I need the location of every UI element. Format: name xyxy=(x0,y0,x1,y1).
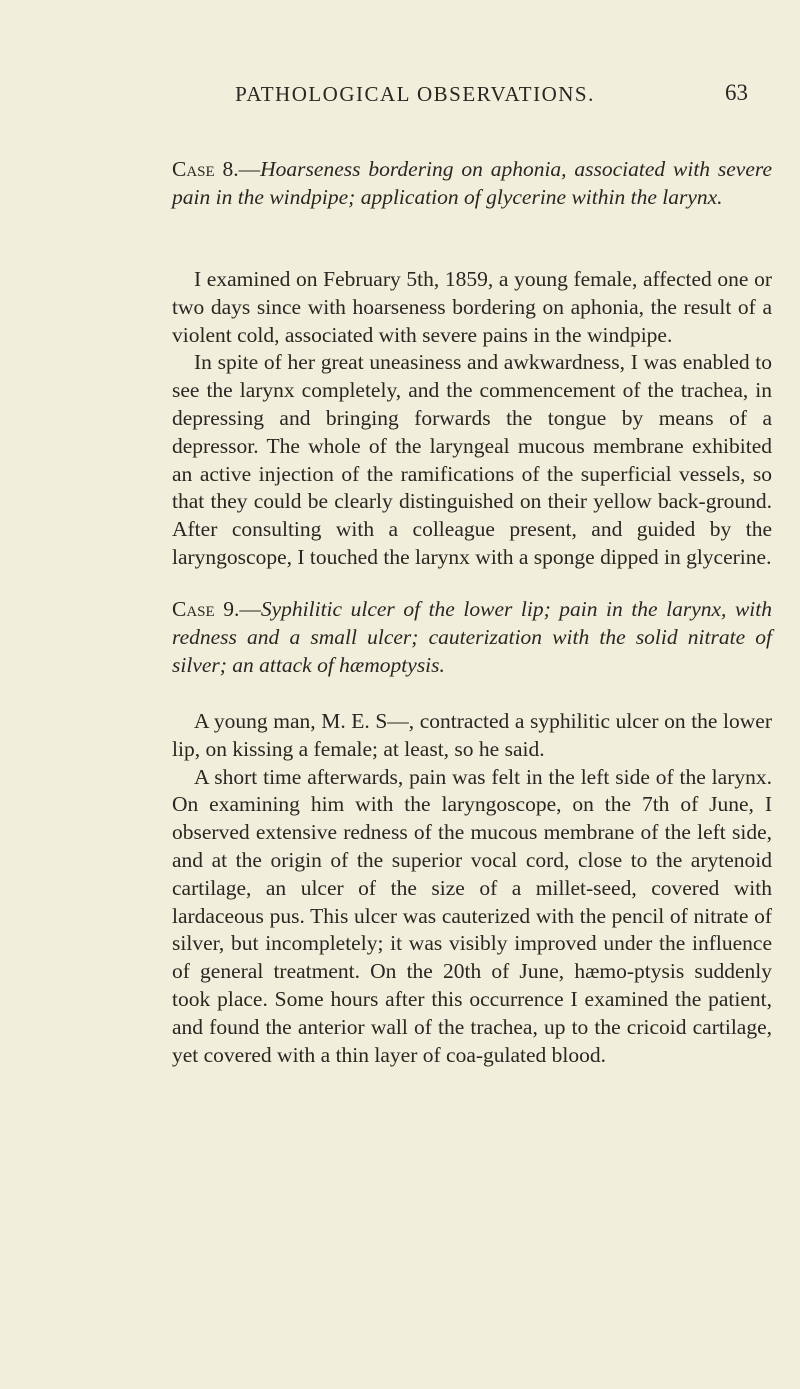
case-9-paragraph-1: A young man, M. E. S—, contracted a syphilitic ulcer on the lower lip, on kissing a female; at least, so he said. xyxy=(172,709,772,761)
case-8-number: 8. xyxy=(222,157,239,181)
case-8-paragraph-1: I examined on February 5th, 1859, a young female, affected one or two days since with hoarseness bordering on aphonia, the result of a violent cold, associated with severe pains in the windpipe. xyxy=(172,267,772,347)
page-number: 63 xyxy=(725,80,748,105)
case-8-body xyxy=(172,266,772,572)
case-8-label: Case xyxy=(172,157,215,181)
case-9-heading: Case 9.—Syphilitic ulcer of the lower lip; pain in the larynx, with redness and a small ulcer; cauterization with the solid nitrate of silver; an attack of hæmoptysis. xyxy=(172,597,773,677)
case-9-label: Case xyxy=(172,597,215,621)
case-9-paragraph-2: A short time afterwards, pain was felt in the left side of the larynx. On examining him with the laryngoscope, on the 7th of June, I observed extensive redness of the mucous membrane of the left side, and at the origin of the superior vocal cord, close to the arytenoid cartilage, an ulcer of the size of a millet-seed, covered with lardaceous pus. This ulcer was cauterized with the pencil of nitrate of silver, but incompletely; it was visibly improved under the influence of general treatment. On the 20th of June, hæmo-ptysis suddenly took place. Some hours after this occurrence I examined the patient, and found the anterior wall of the trachea, up to the cricoid cartilage, yet covered with a thin layer of coa-gulated blood. xyxy=(172,764,772,1067)
case-9-number: 9. xyxy=(223,597,240,621)
case-9-title: Syphilitic ulcer of the lower lip; pain in the larynx, with redness and a small ulcer; cauterization with the solid nitrate of silver; an attack of hæmoptysis. xyxy=(172,597,773,677)
case-9-body xyxy=(172,708,772,1069)
case-8-heading: Case 8.—Hoarseness bordering on aphonia, associated with severe pain in the windpipe; application of glycerine within the larynx. xyxy=(172,157,772,209)
case-8-paragraph-2: In spite of her great uneasiness and awkwardness, I was enabled to see the larynx completely, and the commencement of the trachea, in depressing and bringing forwards the tongue by means of a depressor. The whole of the laryngeal mucous membrane exhibited an active injection of the ramifications of the superficial vessels, so that they could be clearly distinguished on their yellow back-ground. After consulting with a colleague present, and guided by the laryngoscope, I touched the larynx with a sponge dipped in glycerine. xyxy=(172,350,772,569)
case-8-title: Hoarseness bordering on aphonia, associated with severe pain in the windpipe; application of glycerine within the larynx. xyxy=(172,157,772,209)
running-head: PATHOLOGICAL OBSERVATIONS. xyxy=(235,82,595,106)
